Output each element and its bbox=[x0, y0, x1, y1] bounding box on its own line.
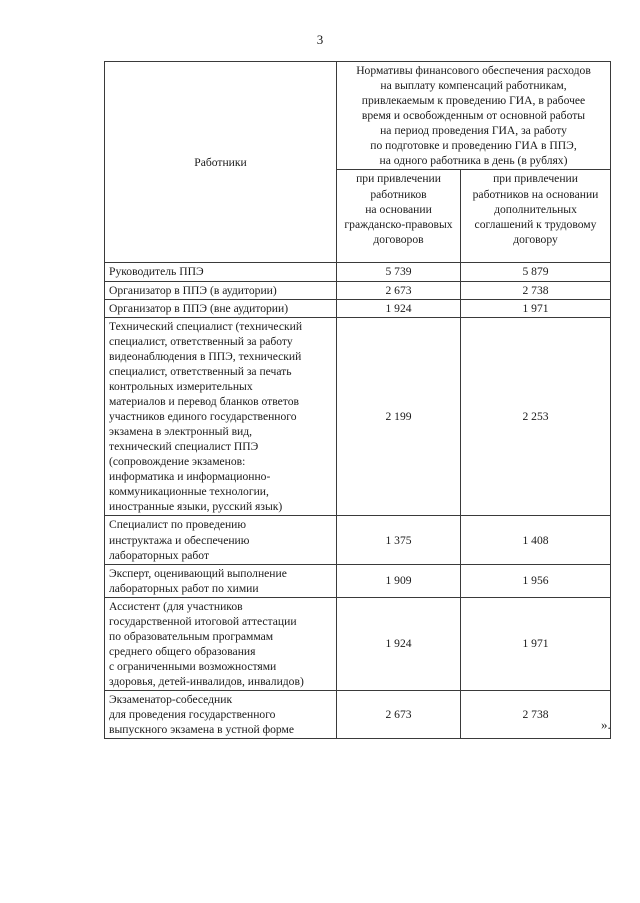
additional-agreement-value-cell: 1 408 bbox=[461, 516, 611, 564]
additional-agreement-value-cell: 5 879 bbox=[461, 263, 611, 281]
table-row bbox=[105, 516, 611, 564]
table-body bbox=[105, 263, 611, 739]
page-number: 3 bbox=[316, 32, 324, 47]
worker-name-cell: Организатор в ППЭ (в аудитории) bbox=[105, 281, 337, 299]
header-norms: Нормативы финансового обеспечения расходов на выплату компенсаций работникам, привлекаемым к проведению ГИА, в рабочее время и освобожденным от основной работы на период проведения ГИА, за работу по подготовке и проведению ГИА в ППЭ, на одного работника в день (в рублях) bbox=[337, 62, 611, 170]
additional-agreement-value-cell: 1 971 bbox=[461, 299, 611, 317]
worker-name-cell: Эксперт, оценивающий выполнение лабораторных работ по химии bbox=[105, 564, 337, 597]
additional-agreement-value-cell: 2 738 bbox=[461, 281, 611, 299]
compensation-norms-table bbox=[104, 61, 611, 739]
table-row bbox=[105, 691, 611, 739]
worker-name-cell: Руководитель ППЭ bbox=[105, 263, 337, 281]
additional-agreement-value-cell: 2 738 bbox=[461, 691, 611, 739]
additional-agreement-value-cell: 1 971 bbox=[461, 597, 611, 690]
civil-contract-value-cell: 1 924 bbox=[337, 299, 461, 317]
additional-agreement-value-cell: 1 956 bbox=[461, 564, 611, 597]
civil-contract-value-cell: 1 909 bbox=[337, 564, 461, 597]
table-row bbox=[105, 299, 611, 317]
civil-contract-value-cell: 2 673 bbox=[337, 281, 461, 299]
worker-name-cell: Организатор в ППЭ (вне аудитории) bbox=[105, 299, 337, 317]
additional-agreement-value-cell: 2 253 bbox=[461, 317, 611, 516]
closing-quote-mark: ». bbox=[601, 717, 611, 732]
header-additional-agreements: при привлечении работников на основании дополнительных соглашений к трудовому договору bbox=[461, 170, 611, 263]
worker-name-cell: Технический специалист (технический специалист, ответственный за работу видеонаблюдения в ППЭ, технический специалист, ответственный за печать контрольных измерительных материалов и перевод бланков ответов участников единого государственного экзамена в электронный вид, технический специалист ППЭ (сопровождение экзаменов: информатика и информационно- коммуникационные технологии, иностранные языки, русский язык) bbox=[105, 317, 337, 516]
worker-name-cell: Специалист по проведению инструктажа и обеспечению лабораторных работ bbox=[105, 516, 337, 564]
table-header-row bbox=[105, 62, 611, 170]
civil-contract-value-cell: 1 375 bbox=[337, 516, 461, 564]
header-workers: Работники bbox=[105, 62, 337, 263]
civil-contract-value-cell: 2 199 bbox=[337, 317, 461, 516]
table-row bbox=[105, 263, 611, 281]
table-row bbox=[105, 597, 611, 690]
civil-contract-value-cell: 1 924 bbox=[337, 597, 461, 690]
worker-name-cell: Ассистент (для участников государственной итоговой аттестации по образовательным программам среднего общего образования с ограниченными возможностями здоровья, детей-инвалидов, инвалидов) bbox=[105, 597, 337, 690]
worker-name-cell: Экзаменатор-собеседник для проведения государственного выпускного экзамена в устной форме bbox=[105, 691, 337, 739]
table-row bbox=[105, 564, 611, 597]
table-row bbox=[105, 281, 611, 299]
header-civil-contracts: при привлечении работников на основании гражданско-правовых договоров bbox=[337, 170, 461, 263]
civil-contract-value-cell: 2 673 bbox=[337, 691, 461, 739]
table-row bbox=[105, 317, 611, 516]
civil-contract-value-cell: 5 739 bbox=[337, 263, 461, 281]
